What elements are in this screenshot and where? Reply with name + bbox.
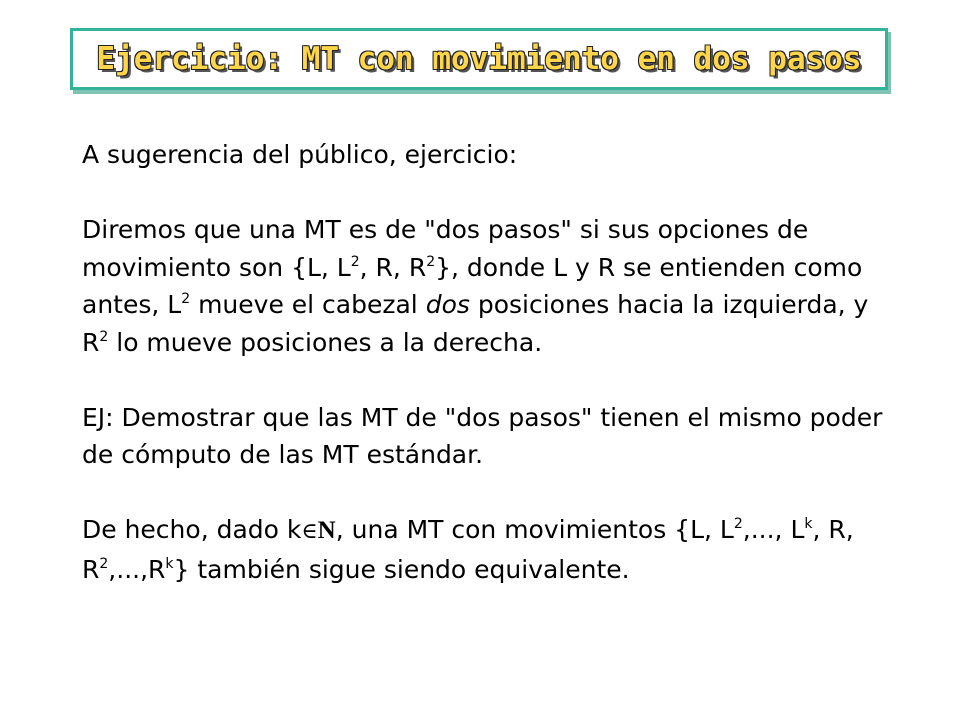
naturals-symbol: N xyxy=(317,517,336,544)
superscript: 2 xyxy=(350,253,360,270)
paragraph-intro: A sugerencia del público, ejercicio: xyxy=(82,140,518,169)
paragraph-exercise: EJ: Demostrar que las MT de "dos pasos" tienen el mismo poder de cómputo de las MT estándar. xyxy=(82,402,883,469)
text-segment: }, donde L y R se entienden como antes, L xyxy=(82,252,863,319)
slide-body xyxy=(82,136,902,626)
text-segment: ,...,R xyxy=(108,554,166,584)
text-segment: } también sigue siendo equivalente. xyxy=(173,554,630,584)
text-segment: , una MT con movimientos {L, L xyxy=(335,515,734,544)
superscript: k xyxy=(804,516,813,532)
text-segment: , R, R xyxy=(359,252,427,282)
text-segment: posiciones hacia la izquierda, y R xyxy=(82,290,869,357)
text-segment: De hecho, dado k xyxy=(82,515,302,544)
text-segment: , R, R xyxy=(82,515,854,584)
superscript: 2 xyxy=(733,516,743,532)
title-box xyxy=(70,28,888,90)
text-segment: lo mueve posiciones a la derecha. xyxy=(108,327,543,357)
slide-title: Ejercicio: MT con movimiento en dos pasos xyxy=(96,41,862,77)
paragraph-definition xyxy=(82,211,902,361)
text-segment: ,..., L xyxy=(742,515,805,544)
element-of-symbol: ∈ xyxy=(301,519,318,544)
superscript: k xyxy=(165,555,174,572)
superscript: 2 xyxy=(426,253,436,270)
paragraph-generalization xyxy=(82,511,902,588)
superscript: 2 xyxy=(181,291,191,307)
text-segment: mueve el cabezal xyxy=(190,290,426,319)
text-segment: Diremos que una MT es de "dos pasos" si sus opciones de movimiento son {L, L xyxy=(82,215,809,282)
superscript: 2 xyxy=(99,555,109,572)
superscript: 2 xyxy=(99,328,109,345)
emphasis-text: dos xyxy=(425,290,470,319)
